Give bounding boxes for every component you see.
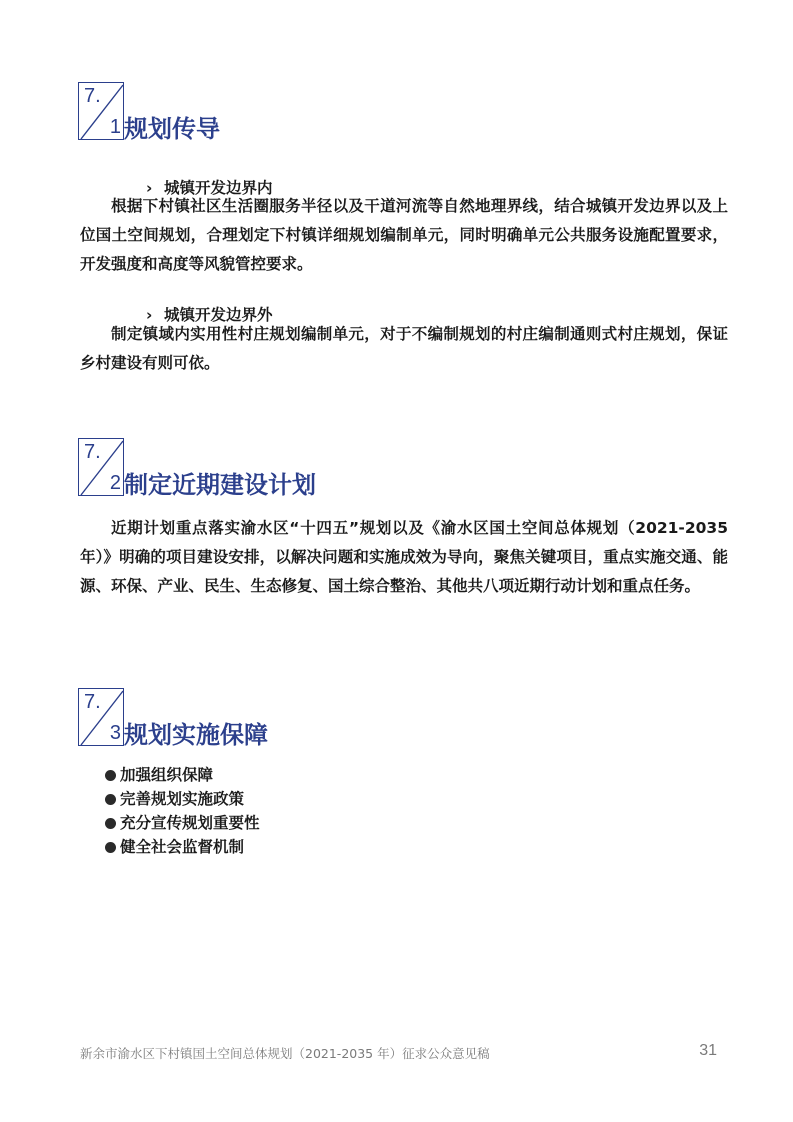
list-item	[105, 811, 260, 835]
section-7-3-header	[78, 688, 718, 752]
section-number-top: 7.	[84, 691, 101, 713]
section-7-1-header	[78, 82, 718, 146]
section-title: 制定近期建设计划	[124, 470, 316, 499]
chevron-right-icon: ›	[146, 179, 153, 197]
guarantee-list	[105, 763, 260, 859]
list-item	[105, 835, 260, 859]
list-item-text: 完善规划实施政策	[120, 790, 245, 808]
section-number-box	[78, 688, 124, 746]
section-number-bottom: 1	[109, 116, 121, 138]
subheading-text: 城镇开发边界外	[164, 306, 273, 324]
list-item	[105, 763, 260, 787]
list-item	[105, 787, 260, 811]
paragraph-near-term-plan: 近期计划重点落实渝水区“十四五”规划以及《渝水区国土空间总体规划（2021-2035 年）》明确的项目建设安排，以解决问题和实施成效为导向，聚焦关键项目，重点实施交通、能源、环保、产业、民生、生态修复、国土综合整治、其他共八项近期行动计划和重点任务。	[80, 519, 728, 595]
bullet-dot-icon	[105, 794, 116, 805]
section-number-top: 7.	[84, 85, 101, 107]
list-item-text: 健全社会监督机制	[120, 838, 245, 856]
section-number-top: 7.	[84, 441, 101, 463]
paragraph-outside-boundary: 制定镇域内实用性村庄规划编制单元，对于不编制规划的村庄编制通则式村庄规划，保证乡村建设有则可依。	[80, 325, 728, 372]
list-item-text: 加强组织保障	[120, 766, 214, 784]
section-title: 规划传导	[124, 114, 220, 143]
subheading-text: 城镇开发边界内	[164, 179, 273, 197]
section-7-2-header	[78, 438, 718, 502]
section-number-bottom: 2	[109, 472, 121, 494]
bullet-dot-icon	[105, 770, 116, 781]
bullet-dot-icon	[105, 818, 116, 829]
paragraph-inside-boundary: 根据下村镇社区生活圈服务半径以及干道河流等自然地理界线，结合城镇开发边界以及上位国土空间规划，合理划定下村镇详细规划编制单元，同时明确单元公共服务设施配置要求，开发强度和高度等风貌管控要求。	[80, 197, 728, 273]
page-footer-title: 新余市渝水区下村镇国土空间总体规划（2021-2035 年）征求公众意见稿	[80, 1046, 490, 1061]
section-number-box	[78, 438, 124, 496]
section-number-bottom: 3	[109, 722, 121, 744]
section-number-box	[78, 82, 124, 140]
section-title: 规划实施保障	[124, 720, 268, 749]
bullet-dot-icon	[105, 842, 116, 853]
list-item-text: 充分宣传规划重要性	[120, 814, 260, 832]
chevron-right-icon: ›	[146, 306, 153, 324]
page-number: 31	[699, 1042, 717, 1059]
